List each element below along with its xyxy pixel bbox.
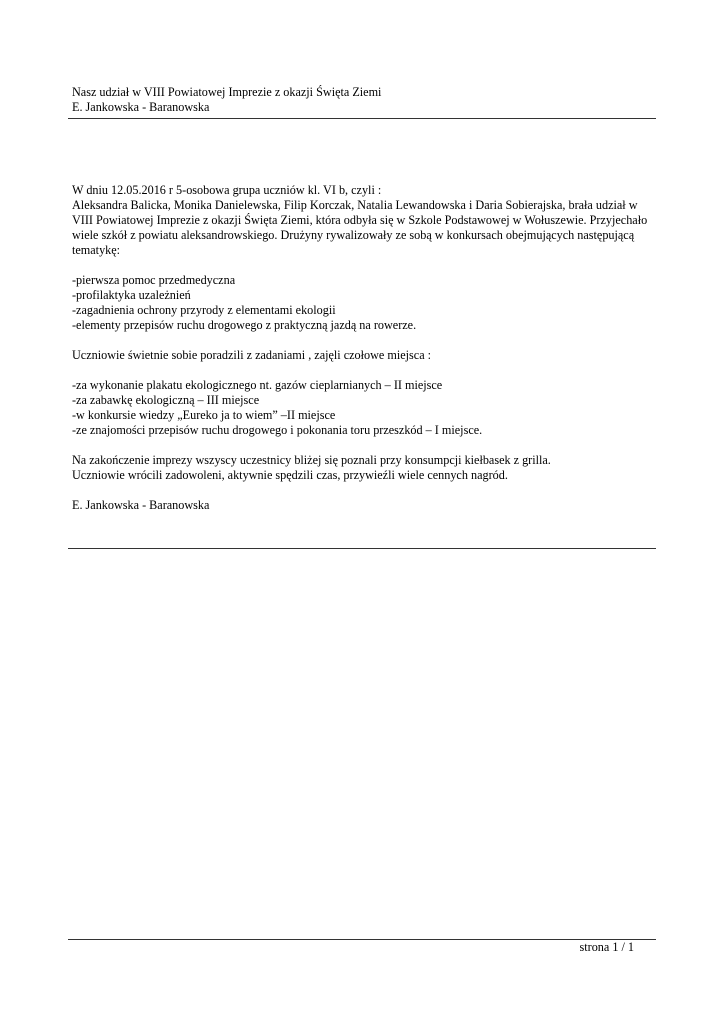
header-title: Nasz udział w VIII Powiatowej Imprezie z okazji Święta Ziemi	[72, 85, 382, 99]
intro-line: W dniu 12.05.2016 r 5-osobowa grupa uczniów kl. VI b, czyli :	[72, 183, 382, 197]
topic-item: -profilaktyka uzależnień	[72, 288, 191, 302]
closing-line: Na zakończenie imprezy wszyscy uczestnicy bliżej się poznali przy konsumpcji kiełbasek z grilla.	[72, 453, 551, 467]
header-author: E. Jankowska - Baranowska	[72, 100, 210, 114]
header-divider	[68, 118, 656, 119]
topic-item: -pierwsza pomoc przedmedyczna	[72, 273, 236, 287]
page-number: strona 1 / 1	[579, 940, 634, 954]
intro-paragraph	[72, 183, 656, 258]
result-item: -za wykonanie plakatu ekologicznego nt. gazów cieplarnianych – II miejsce	[72, 378, 443, 392]
intro-line: wiele szkół z powiatu aleksandrowskiego. Drużyny rywalizowały ze sobą w konkursach obejmujących następującą	[72, 228, 635, 242]
result-item: -ze znajomości przepisów ruchu drogowego i pokonania toru przeszkód – I miejsce.	[72, 423, 483, 437]
signature: E. Jankowska - Baranowska	[72, 498, 210, 512]
closing-line: Uczniowie wrócili zadowoleni, aktywnie spędzili czas, przywieźli wiele cennych nagród.	[72, 468, 508, 482]
closing-paragraph	[72, 453, 656, 483]
document-body	[72, 183, 656, 513]
document-header	[72, 85, 658, 115]
results-intro: Uczniowie świetnie sobie poradzili z zadaniami , zajęli czołowe miejsca :	[72, 348, 432, 362]
intro-line: tematykę:	[72, 243, 121, 257]
content-divider	[68, 548, 656, 549]
topic-item: -elementy przepisów ruchu drogowego z praktyczną jazdą na rowerze.	[72, 318, 417, 332]
topic-item: -zagadnienia ochrony przyrody z elementami ekologii	[72, 303, 336, 317]
result-item: -w konkursie wiedzy „Eureko ja to wiem” –II miejsce	[72, 408, 336, 422]
results-list	[72, 378, 656, 438]
footer-divider	[68, 939, 656, 940]
intro-line: VIII Powiatowej Imprezie z okazji Święta Ziemi, która odbyła się w Szkole Podstawowej w Wołuszewie. Przyjechało	[72, 213, 648, 227]
topics-list	[72, 273, 656, 333]
result-item: -za zabawkę ekologiczną – III miejsce	[72, 393, 260, 407]
intro-line: Aleksandra Balicka, Monika Danielewska, Filip Korczak, Natalia Lewandowska i Daria Sobierajska, brała udział w	[72, 198, 638, 212]
